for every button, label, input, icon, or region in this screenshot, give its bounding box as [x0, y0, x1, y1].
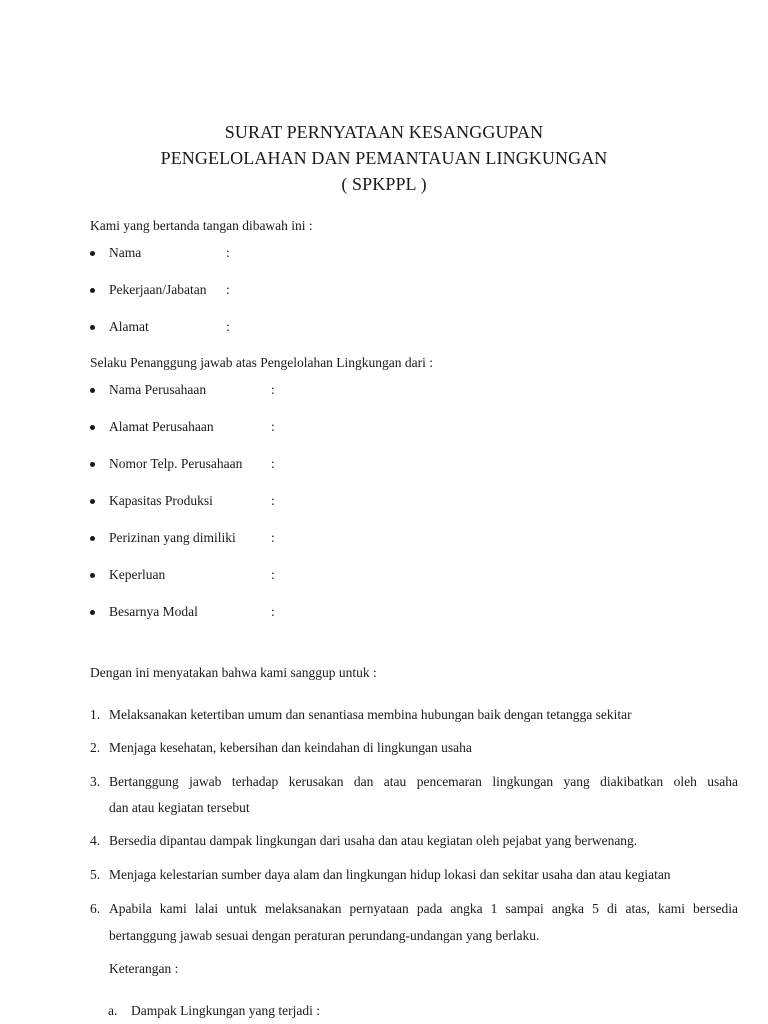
field-label-nama-perusahaan: Nama Perusahaan — [109, 382, 207, 397]
bullet — [90, 325, 95, 330]
field-colon: : — [271, 604, 275, 619]
field-label-pekerjaan: Pekerjaan/Jabatan — [109, 282, 207, 297]
statement-text: Menjaga kesehatan, kebersihan dan keindahan di lingkungan usaha — [109, 740, 472, 755]
field-colon: : — [271, 493, 275, 508]
field-colon: : — [271, 530, 275, 545]
statement-text: Bersedia dipantau dampak lingkungan dari usaha dan atau kegiatan oleh pejabat yang berwenang. — [109, 833, 638, 848]
keterangan-label: Keterangan : — [109, 961, 179, 976]
title-line-3: ( SPKPPL ) — [341, 174, 427, 194]
statement-number: 5. — [90, 867, 101, 882]
statement-text: Bertanggung jawab terhadap kerusakan dan atau pencemaran lingkungan yang diakibatkan oleh usaha — [109, 774, 738, 789]
bullet — [90, 425, 95, 430]
field-colon: : — [271, 419, 275, 434]
statement-text: Apabila kami lalai untuk melaksanakan pernyataan pada angka 1 sampai angka 5 di atas, kami bersedia — [109, 901, 738, 916]
statement-number: 6. — [90, 901, 101, 916]
field-label-nomor-telp: Nomor Telp. Perusahaan — [109, 456, 243, 471]
field-colon: : — [271, 567, 275, 582]
sub-item-letter: a. — [108, 1003, 118, 1018]
bullet — [90, 610, 95, 615]
statement-text-continued: dan atau kegiatan tersebut — [109, 800, 250, 815]
company-intro-text: Selaku Penanggung jawab atas Pengelolahan Lingkungan dari : — [90, 355, 434, 370]
bullet — [90, 462, 95, 467]
statement-number: 3. — [90, 774, 101, 789]
statement-text: Melaksanakan ketertiban umum dan senantiasa membina hubungan baik dengan tetangga sekitar — [109, 707, 632, 722]
field-colon: : — [226, 319, 230, 334]
bullet — [90, 573, 95, 578]
field-colon: : — [226, 245, 230, 260]
field-label-nama: Nama — [109, 245, 142, 260]
title-line-1: SURAT PERNYATAAN KESANGGUPAN — [224, 122, 544, 142]
field-label-alamat: Alamat — [109, 319, 149, 334]
statement-number: 2. — [90, 740, 101, 755]
intro-text: Kami yang bertanda tangan dibawah ini : — [90, 218, 313, 233]
statement-number: 1. — [90, 707, 101, 722]
field-label-kapasitas: Kapasitas Produksi — [109, 493, 213, 508]
field-label-alamat-perusahaan: Alamat Perusahaan — [109, 419, 214, 434]
field-label-perizinan: Perizinan yang dimiliki — [109, 530, 236, 545]
bullet — [90, 388, 95, 393]
field-label-modal: Besarnya Modal — [109, 604, 198, 619]
statement-text-continued: bertanggung jawab sesuai dengan peraturan perundang-undangan yang berlaku. — [109, 928, 540, 943]
document-title — [0, 119, 768, 197]
sub-item-text: Dampak Lingkungan yang terjadi : — [131, 1003, 320, 1018]
field-colon: : — [226, 282, 230, 297]
title-line-2: PENGELOLAHAN DAN PEMANTAUAN LINGKUNGAN — [160, 148, 608, 168]
bullet — [90, 499, 95, 504]
field-colon: : — [271, 382, 275, 397]
field-colon: : — [271, 456, 275, 471]
statement-number: 4. — [90, 833, 101, 848]
bullet — [90, 251, 95, 256]
bullet — [90, 288, 95, 293]
statement-intro-text: Dengan ini menyatakan bahwa kami sanggup untuk : — [90, 665, 377, 680]
field-label-keperluan: Keperluan — [109, 567, 166, 582]
bullet — [90, 536, 95, 541]
statement-text: Menjaga kelestarian sumber daya alam dan lingkungan hidup lokasi dan sekitar usaha dan atau kegiatan — [109, 867, 671, 882]
